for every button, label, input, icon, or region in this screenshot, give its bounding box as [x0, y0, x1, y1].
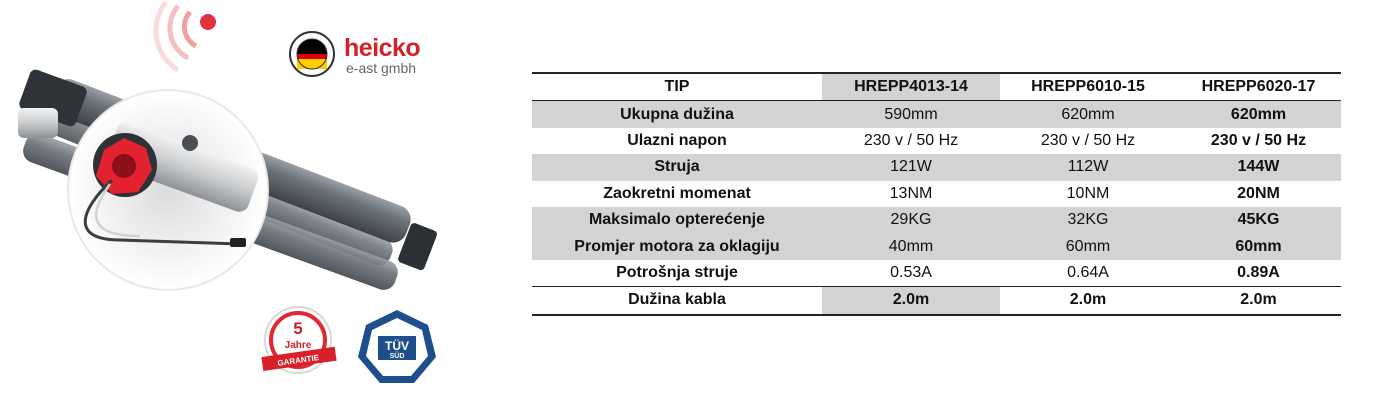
cell-value: 20NM [1237, 184, 1280, 202]
table-row [532, 128, 1341, 154]
guarantee-badge [261, 307, 336, 373]
cell-value: 620mm [1061, 105, 1115, 123]
header-tip: TIP [664, 78, 690, 96]
cell-value: 620mm [1230, 105, 1287, 123]
cell-value: 32KG [1067, 211, 1109, 229]
header-model-6020: HREPP6020-17 [1201, 78, 1316, 96]
row-label: Dužina kabla [628, 291, 726, 309]
guarantee-word: Jahre [284, 340, 312, 351]
cell-value: 29KG [890, 211, 932, 229]
cell-value: 2.0m [822, 287, 1000, 315]
cell-value: 590mm [884, 105, 938, 123]
cell-value: 2.0m [1240, 291, 1277, 309]
cell-value: 144W [1237, 158, 1280, 176]
spec-table [532, 72, 1341, 316]
tuv-sud-badge [358, 310, 436, 383]
wireless-signal-icon [156, 2, 216, 70]
brand-name: heicko [344, 34, 421, 62]
guarantee-number: 5 [293, 319, 303, 338]
row-label: Ukupna dužina [620, 105, 734, 123]
table-row [532, 207, 1341, 233]
cell-value: 13NM [889, 184, 933, 202]
row-label: Zaokretni momenat [603, 184, 751, 202]
cell-value: 0.64A [1067, 263, 1109, 281]
row-label: Ulazni napon [627, 131, 727, 149]
product-illustration [0, 0, 450, 400]
cell-value: 0.89A [1237, 263, 1280, 281]
row-label: Promjer motora za oklagiju [574, 237, 780, 255]
header-model-4013: HREPP4013-14 [822, 73, 1000, 101]
row-label: Maksimalo opterećenje [588, 211, 766, 229]
cell-value: 60mm [1065, 237, 1111, 255]
cell-value: 40mm [888, 237, 934, 255]
cell-value: 60mm [1235, 237, 1282, 255]
row-label: Potrošnja struje [616, 263, 738, 281]
table-row [532, 181, 1341, 207]
row-label: Struja [654, 158, 700, 176]
cell-value: 0.53A [890, 263, 932, 281]
cell-value: 230 v / 50 Hz [863, 131, 959, 149]
table-row [532, 233, 1341, 259]
table-row [532, 260, 1341, 287]
guarantee-ribbon: GARANTIE [276, 353, 320, 368]
cell-value: 45KG [1237, 211, 1280, 229]
cell-value: 121W [890, 158, 932, 176]
cell-value: 230 v / 50 Hz [1210, 131, 1307, 149]
table-row [532, 287, 1341, 315]
cell-value: 230 v / 50 Hz [1040, 131, 1136, 149]
tuv-line1: TÜV [385, 339, 409, 353]
cell-value: 10NM [1066, 184, 1110, 202]
cell-value: 2.0m [1069, 291, 1107, 309]
table-row [532, 154, 1341, 180]
table-header-row [532, 73, 1341, 101]
header-model-6010: HREPP6010-15 [1031, 78, 1145, 96]
table-row [532, 101, 1341, 128]
brand-logo [288, 30, 448, 80]
cell-value: 112W [1067, 158, 1109, 176]
tuv-line2: SÜD [389, 353, 405, 360]
brand-subtitle: e-ast gmbh [346, 60, 417, 76]
german-quality-seal-icon [288, 30, 336, 78]
